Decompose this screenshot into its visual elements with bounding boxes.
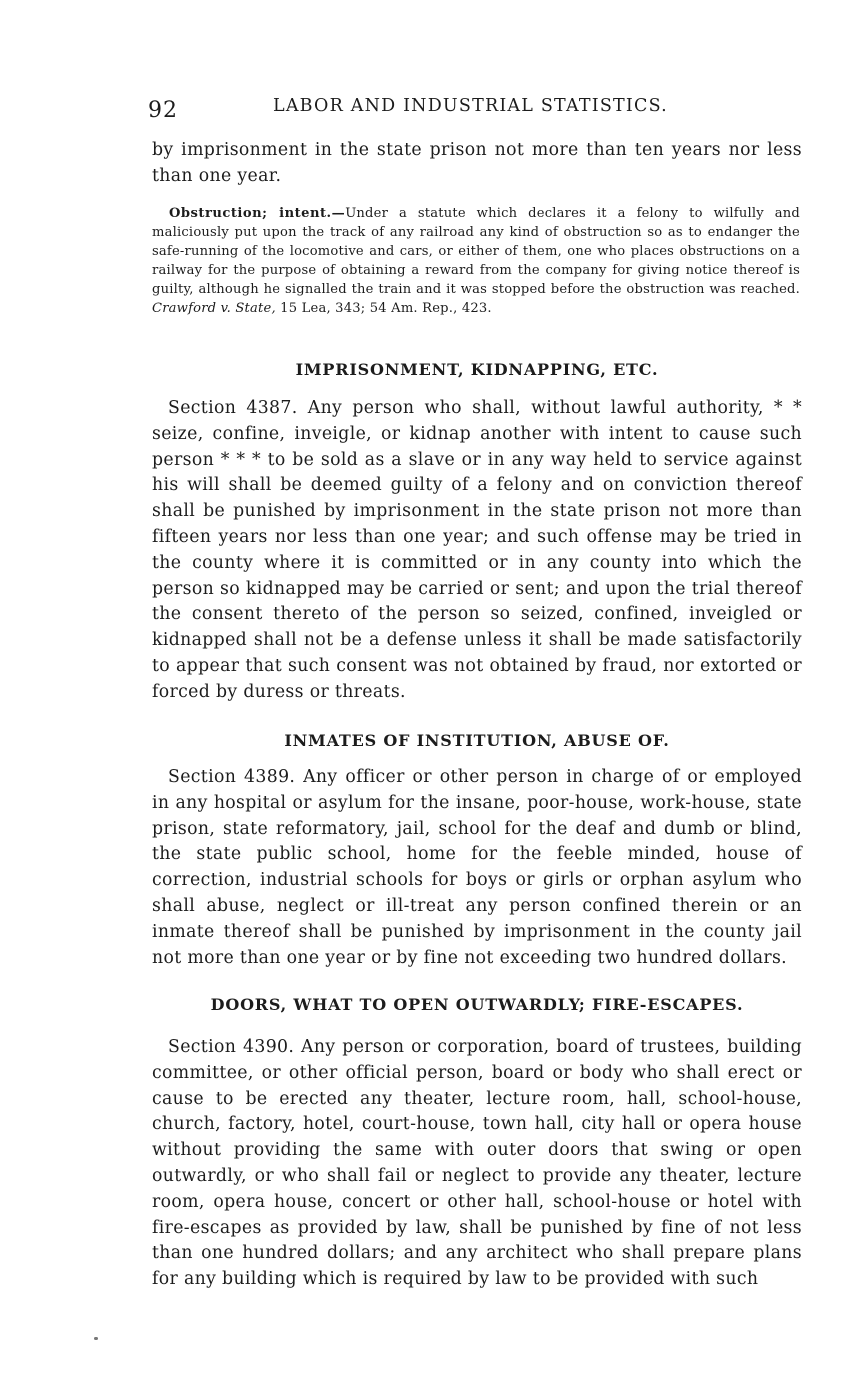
- scan-speck: [94, 1337, 98, 1340]
- section-4389-paragraph: Section 4389. Any officer or other person in charge of or employed in any hospital or asylum for the insane, poor-house, work-house, state prison, state reformatory, jail, school for the deaf and dumb or blind, the state public school, home for the feeble minded, house of correction, industrial schools for boys or girls or orphan asylum who shall abuse, neglect or ill-treat any person confined therein or an inmate thereof shall be punished by imprisonment in the county jail not more than one year or by fine not exceeding two hundred dollars.: [152, 767, 802, 968]
- section-heading-inmates: INMATES OF INSTITUTION, ABUSE OF.: [284, 731, 670, 750]
- page-header: [148, 94, 808, 124]
- section-heading-kidnapping: IMPRISONMENT, KIDNAPPING, ETC.: [295, 360, 659, 379]
- page-number: 92: [148, 98, 178, 123]
- section-heading-doors: DOORS, WHAT TO OPEN OUTWARDLY; FIRE-ESCAPES.: [210, 995, 744, 1014]
- note-text: Under a statute which declares it a felony to wilfully and maliciously put upon the track of any railroad any kind of obstruction so as to endanger the safe-running of the locomotive and cars, or either of them, one who places obstructions on a railway for the purpose of obtaining a reward from the company for giving notice thereof is guilty, although he signalled the train and it was stopped before the obstruction was reached.: [152, 206, 800, 297]
- running-title: LABOR AND INDUSTRIAL STATISTICS.: [273, 96, 668, 116]
- section-4390-paragraph: Section 4390. Any person or corporation, board of trustees, building committee, or other official person, board or body who shall erect or cause to be erected any theater, lecture room, hall, school-house, church, factory, hotel, court-house, town hall, city hall or opera house without providing the same with outer doors that swing or open outwardly, or who shall fail or neglect to provide any theater, lecture room, opera house, concert or other hall, school-house or hotel with fire-escapes as provided by law, shall be punished by fine of not less than one hundred dollars; and any architect who shall prepare plans for any building which is required by law to be provided with such: [152, 1037, 802, 1290]
- section-4387-paragraph: Section 4387. Any person who shall, without lawful authority, * * seize, confine, inveigle, or kidnap another with intent to cause such person * * * to be sold as a slave or in any way held to service against his will shall be deemed guilty of a felony and on conviction thereof shall be punished by imprisonment in the state prison not more than fifteen years nor less than one year; and such offense may be tried in the county where it is committed or in any county into which the person so kidnapped may be carried or sent; and upon the trial thereof the consent thereto of the person so seized, confined, inveigled or kidnapped shall not be a defense unless it shall be made satisfactorily to appear that such consent was not obtained by fraud, nor extorted or forced by duress or threats.: [152, 398, 802, 702]
- case-citation: 15 Lea, 343; 54 Am. Rep., 423.: [275, 300, 492, 316]
- continuation-paragraph: by imprisonment in the state prison not more than ten years nor less than one year.: [152, 140, 802, 186]
- case-name: Crawford v. State,: [152, 300, 276, 316]
- annotation-note: [152, 205, 800, 318]
- note-lead: Obstruction; intent.—: [169, 206, 346, 221]
